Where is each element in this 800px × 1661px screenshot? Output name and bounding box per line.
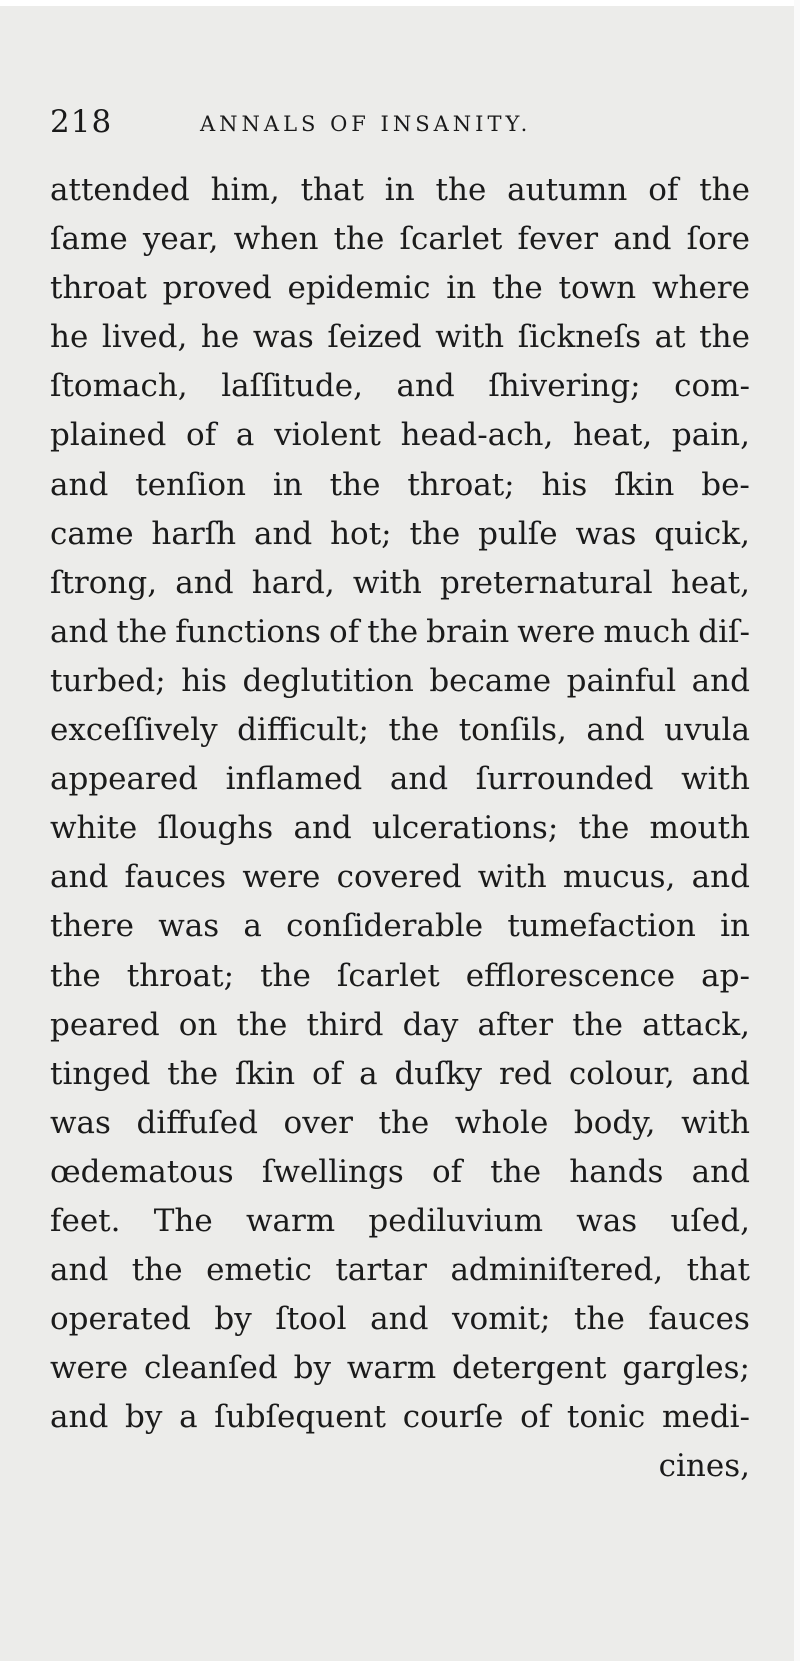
word: ulcerations; bbox=[372, 810, 559, 847]
word: the bbox=[572, 1006, 623, 1043]
word: and bbox=[613, 221, 672, 258]
word: ap- bbox=[701, 957, 750, 994]
text-line bbox=[50, 1050, 750, 1099]
word: his bbox=[541, 466, 588, 503]
word: tinged bbox=[50, 1055, 151, 1092]
word: gargles; bbox=[622, 1350, 750, 1387]
word: warm bbox=[346, 1350, 437, 1387]
text-line bbox=[50, 755, 750, 804]
word: tonſils, bbox=[458, 712, 567, 749]
word: a bbox=[235, 417, 255, 454]
word: him, bbox=[210, 172, 280, 208]
word: preternatural bbox=[439, 564, 653, 601]
text-line bbox=[50, 1148, 750, 1197]
word: the bbox=[435, 172, 487, 208]
word: medi- bbox=[662, 1399, 750, 1436]
word: the bbox=[699, 319, 750, 356]
word: the bbox=[329, 466, 381, 503]
word: throat; bbox=[126, 957, 235, 994]
word: in bbox=[272, 466, 303, 503]
word: and bbox=[691, 859, 750, 896]
word: a bbox=[179, 1399, 198, 1436]
text-line bbox=[50, 1246, 750, 1295]
word: and bbox=[691, 1055, 750, 1092]
word: was bbox=[50, 1104, 111, 1141]
word: much bbox=[603, 613, 691, 650]
word: turbed; bbox=[50, 662, 166, 699]
word: and bbox=[253, 515, 313, 552]
word: the bbox=[116, 613, 168, 650]
word: of bbox=[648, 172, 679, 208]
word: appeared bbox=[50, 761, 199, 798]
word: autumn bbox=[507, 172, 628, 208]
text-line bbox=[50, 657, 750, 706]
word: where bbox=[651, 270, 750, 307]
word: pediluvium bbox=[368, 1202, 544, 1239]
word: in bbox=[446, 270, 477, 307]
word: the bbox=[167, 1055, 219, 1092]
word: adminiſtered, bbox=[450, 1252, 664, 1289]
text-line bbox=[50, 804, 750, 853]
word: head-ach, bbox=[400, 417, 554, 454]
word: the bbox=[491, 270, 543, 307]
word: on bbox=[178, 1006, 218, 1043]
word: hot; bbox=[330, 515, 392, 552]
text-line bbox=[50, 608, 750, 657]
text-line bbox=[50, 853, 750, 902]
text-line bbox=[50, 952, 750, 1001]
word: he bbox=[200, 319, 240, 356]
word: efflorescence bbox=[465, 957, 676, 994]
body-text bbox=[50, 166, 750, 1492]
word: feet. bbox=[50, 1202, 121, 1239]
word: white bbox=[50, 810, 138, 847]
word: in bbox=[384, 172, 415, 208]
word: lived, bbox=[101, 319, 188, 356]
word: detergent bbox=[452, 1350, 607, 1387]
word: the bbox=[333, 221, 385, 258]
word: the bbox=[409, 515, 461, 552]
word: that bbox=[686, 1252, 750, 1289]
word: and bbox=[50, 1399, 109, 1436]
text-line bbox=[50, 461, 750, 510]
word: and bbox=[50, 859, 109, 896]
word: by bbox=[293, 1350, 331, 1387]
word: body, bbox=[573, 1104, 656, 1141]
word: and bbox=[396, 368, 455, 405]
word: functions bbox=[175, 613, 321, 650]
word: heat, bbox=[670, 564, 750, 601]
word: and bbox=[389, 761, 449, 798]
word: with bbox=[681, 761, 750, 798]
word: with bbox=[681, 1104, 750, 1141]
word: of bbox=[186, 417, 217, 454]
word: and bbox=[691, 662, 750, 699]
word: fever bbox=[517, 221, 599, 258]
word: ſkin bbox=[234, 1055, 296, 1092]
word: was bbox=[252, 319, 314, 356]
word: tumefaction bbox=[507, 908, 696, 945]
word: was bbox=[575, 515, 637, 552]
word: town bbox=[558, 270, 637, 307]
word: peared bbox=[50, 1006, 160, 1043]
word: diffuſed bbox=[136, 1104, 258, 1141]
text-line bbox=[50, 215, 750, 264]
text-line bbox=[50, 362, 750, 411]
word: fauces bbox=[648, 1301, 750, 1338]
word: painful bbox=[566, 662, 677, 699]
text-line bbox=[50, 706, 750, 755]
word: deglutition bbox=[242, 662, 414, 699]
word: violent bbox=[274, 417, 381, 454]
word: inflamed bbox=[225, 761, 363, 798]
word: uſed, bbox=[670, 1202, 750, 1239]
word: ſloughs bbox=[157, 810, 274, 847]
word: ſhivering; bbox=[488, 368, 641, 405]
word: of bbox=[329, 613, 360, 650]
word: and bbox=[691, 1153, 750, 1190]
word: the bbox=[236, 1006, 288, 1043]
word: diſ- bbox=[698, 613, 750, 650]
word: of bbox=[520, 1399, 551, 1436]
word: with bbox=[477, 859, 547, 896]
word: tonic bbox=[566, 1399, 646, 1436]
word: fauces bbox=[124, 859, 227, 896]
word: and bbox=[50, 1252, 109, 1289]
word: ſtomach, bbox=[50, 368, 188, 405]
word: tartar bbox=[335, 1252, 427, 1289]
word: plained bbox=[50, 417, 167, 454]
word: duſky bbox=[394, 1055, 483, 1092]
word: com- bbox=[674, 368, 750, 405]
word: ſtrong, bbox=[50, 564, 158, 601]
word: became bbox=[429, 662, 552, 699]
word: and bbox=[370, 1301, 429, 1338]
word: The bbox=[153, 1202, 213, 1239]
word: mouth bbox=[649, 810, 750, 847]
word: œdematous bbox=[50, 1153, 234, 1190]
word: ſore bbox=[686, 221, 750, 258]
word: operated bbox=[50, 1301, 191, 1338]
word: a bbox=[359, 1055, 378, 1092]
page-number: 218 bbox=[50, 104, 113, 140]
word: a bbox=[243, 908, 262, 945]
word: ſwellings bbox=[261, 1153, 404, 1190]
word: third bbox=[306, 1006, 384, 1043]
text-line bbox=[50, 166, 750, 215]
word: warm bbox=[245, 1202, 336, 1239]
text-line bbox=[50, 1344, 750, 1393]
word: the bbox=[578, 810, 630, 847]
word: throat; bbox=[407, 466, 515, 503]
word: of bbox=[312, 1055, 343, 1092]
word: there bbox=[50, 908, 134, 945]
page-right-edge bbox=[794, 0, 800, 1661]
word: exceſſively bbox=[50, 712, 218, 749]
word: mucus, bbox=[562, 859, 676, 896]
word: ſickneſs bbox=[517, 319, 641, 356]
word: the bbox=[490, 1153, 542, 1190]
word: epidemic bbox=[287, 270, 431, 307]
word: ſtool bbox=[275, 1301, 347, 1338]
text-line bbox=[50, 559, 750, 608]
word: the bbox=[378, 1104, 430, 1141]
text-line bbox=[50, 1099, 750, 1148]
text-line bbox=[50, 510, 750, 559]
word: difficult; bbox=[237, 712, 369, 749]
word: conſiderable bbox=[286, 908, 484, 945]
text-line bbox=[50, 1295, 750, 1344]
word: ſeized bbox=[327, 319, 422, 356]
word: be- bbox=[701, 466, 750, 503]
text-line bbox=[50, 411, 750, 460]
word: and bbox=[50, 466, 109, 503]
word: colour, bbox=[568, 1055, 675, 1092]
word: after bbox=[477, 1006, 554, 1043]
word: proved bbox=[162, 270, 272, 307]
word: with bbox=[435, 319, 505, 356]
word: ſame bbox=[50, 221, 128, 258]
word: quick, bbox=[654, 515, 750, 552]
word: at bbox=[654, 319, 686, 356]
word: year, bbox=[142, 221, 219, 258]
text-line bbox=[50, 902, 750, 951]
running-title: ANNALS OF INSANITY. bbox=[200, 112, 532, 136]
word: heat, bbox=[573, 417, 653, 454]
word: by bbox=[125, 1399, 163, 1436]
word: day bbox=[402, 1006, 459, 1043]
word: over bbox=[283, 1104, 353, 1141]
word: the bbox=[388, 712, 440, 749]
word: and bbox=[293, 810, 352, 847]
word: the bbox=[367, 613, 419, 650]
word: the bbox=[699, 172, 750, 208]
word: his bbox=[181, 662, 228, 699]
word: and bbox=[175, 564, 234, 601]
word: of bbox=[431, 1153, 463, 1190]
word: covered bbox=[336, 859, 462, 896]
word: that bbox=[300, 172, 364, 208]
word: ſcarlet bbox=[399, 221, 503, 258]
word: throat bbox=[50, 270, 147, 307]
word: uvula bbox=[664, 712, 750, 749]
word: were bbox=[517, 613, 596, 650]
word: the bbox=[50, 957, 101, 994]
word: courſe bbox=[402, 1399, 504, 1436]
text-line bbox=[50, 313, 750, 362]
word: was bbox=[158, 908, 220, 945]
word: with bbox=[352, 564, 422, 601]
word: when bbox=[233, 221, 319, 258]
word: laſſitude, bbox=[221, 368, 363, 405]
word: he bbox=[50, 319, 89, 356]
word: pulſe bbox=[478, 515, 558, 552]
word: cleanſed bbox=[143, 1350, 278, 1387]
word: hands bbox=[569, 1153, 664, 1190]
word: hard, bbox=[251, 564, 335, 601]
word: emetic bbox=[206, 1252, 312, 1289]
word: attack, bbox=[642, 1006, 750, 1043]
word: pain, bbox=[671, 417, 750, 454]
word: red bbox=[498, 1055, 552, 1092]
word: by bbox=[214, 1301, 252, 1338]
word: whole bbox=[454, 1104, 549, 1141]
word: and bbox=[586, 712, 645, 749]
word: the bbox=[574, 1301, 625, 1338]
word: in bbox=[720, 908, 750, 945]
page-header bbox=[50, 104, 750, 144]
text-line bbox=[50, 264, 750, 313]
word: were bbox=[242, 859, 321, 896]
text-line bbox=[50, 1393, 750, 1442]
word: were bbox=[50, 1350, 129, 1387]
word: harſh bbox=[151, 515, 237, 552]
word: ſubſequent bbox=[214, 1399, 386, 1436]
word: the bbox=[131, 1252, 183, 1289]
word: ſcarlet bbox=[336, 957, 440, 994]
word: ſkin bbox=[614, 466, 675, 503]
page-top-edge bbox=[0, 0, 800, 6]
word: attended bbox=[50, 172, 190, 208]
word: came bbox=[50, 515, 134, 552]
word: and bbox=[50, 613, 109, 650]
word: vomit; bbox=[452, 1301, 551, 1338]
word: was bbox=[576, 1202, 638, 1239]
text-line bbox=[50, 1197, 750, 1246]
text-line bbox=[50, 1001, 750, 1050]
word: ſurrounded bbox=[475, 761, 654, 798]
catchword: cines, bbox=[658, 1448, 750, 1485]
word: tenſion bbox=[135, 466, 246, 503]
word: the bbox=[260, 957, 311, 994]
word: brain bbox=[426, 613, 510, 650]
